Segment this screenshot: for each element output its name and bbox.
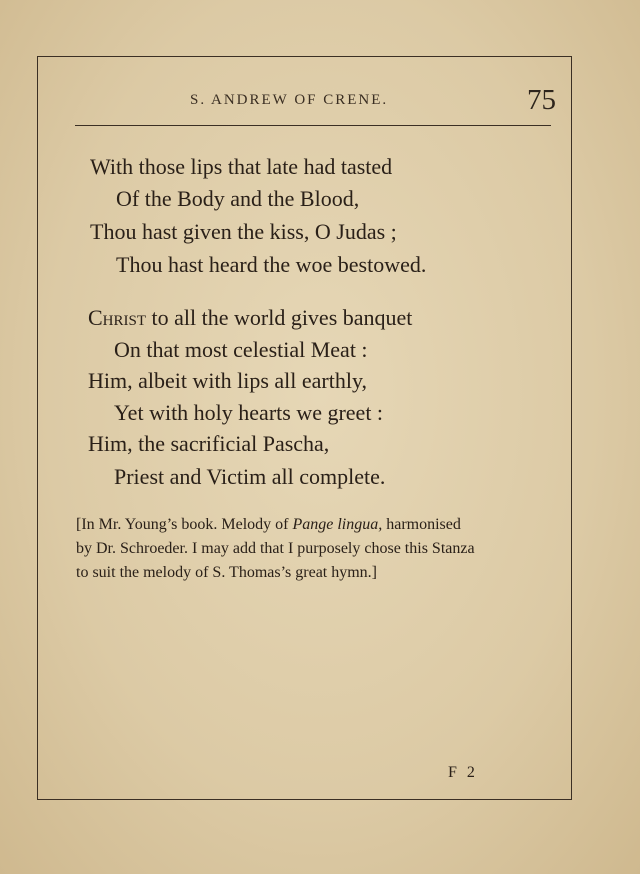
poem-line bbox=[88, 305, 412, 331]
header-rule bbox=[75, 125, 551, 126]
note-text: harmonised bbox=[382, 516, 461, 533]
note-text: [In Mr. Young’s book. Melody of bbox=[76, 516, 293, 533]
poem-line: Him, the sacrificial Pascha, bbox=[88, 431, 330, 456]
poem-line: Thou hast given the kiss, O Judas ; bbox=[90, 219, 397, 244]
poem-line: Priest and Victim all complete. bbox=[114, 464, 386, 489]
poem-line: Him, albeit with lips all earthly, bbox=[88, 368, 368, 393]
poem-line: Yet with holy hearts we greet : bbox=[114, 400, 384, 425]
editorial-note bbox=[76, 513, 546, 585]
poem-line-rest: to all the world gives banquet bbox=[146, 305, 413, 330]
poem-line: Thou hast heard the woe bestowed. bbox=[116, 252, 427, 277]
note-line: by Dr. Schroeder. I may add that I purposely chose this Stanza bbox=[76, 540, 475, 557]
small-caps-word: Christ bbox=[88, 305, 147, 330]
poem-line: With those lips that late had tasted bbox=[90, 154, 393, 179]
signature-mark: F 2 bbox=[448, 764, 478, 781]
page-number: 75 bbox=[527, 84, 556, 116]
note-line: to suit the melody of S. Thomas’s great hymn.] bbox=[76, 564, 378, 581]
poem-line: On that most celestial Meat : bbox=[114, 337, 368, 362]
note-line bbox=[76, 513, 546, 537]
poem-line: Of the Body and the Blood, bbox=[116, 186, 360, 211]
note-italic-title: Pange lingua, bbox=[292, 516, 383, 533]
running-title: S. ANDREW OF CRENE. bbox=[190, 92, 389, 108]
